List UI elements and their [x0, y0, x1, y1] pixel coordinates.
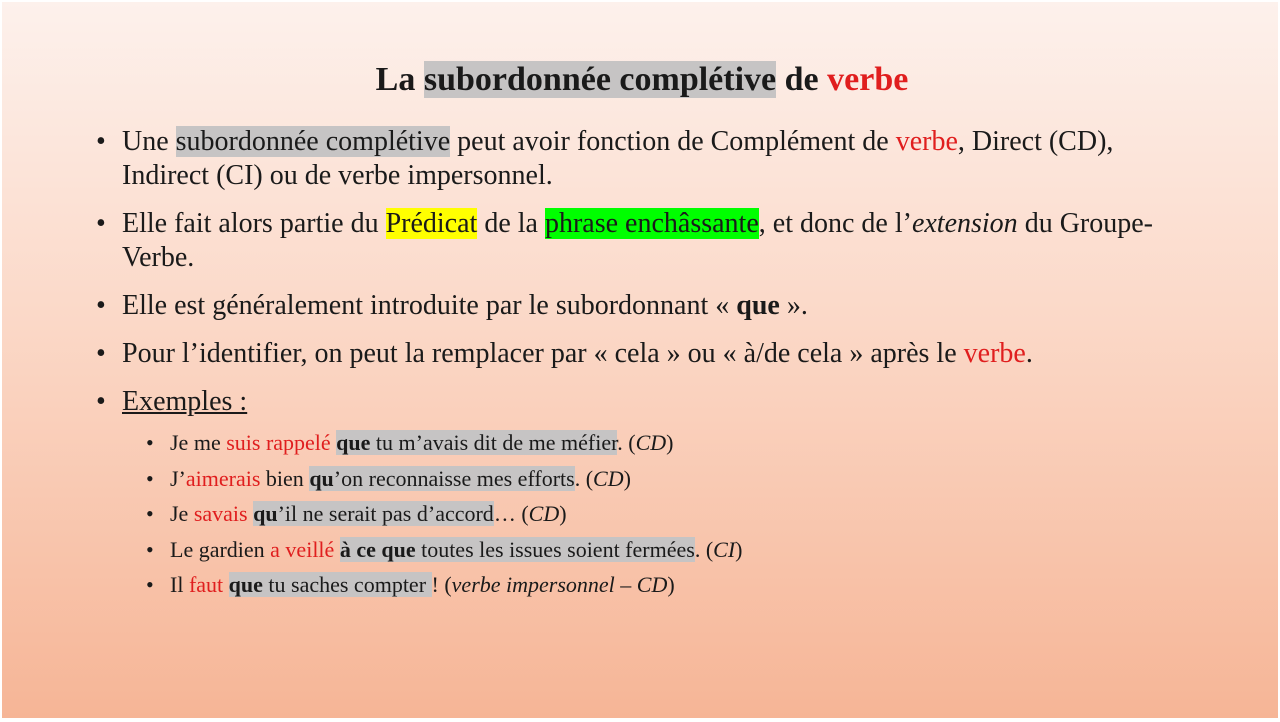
bullet-predicat: [96, 207, 1196, 275]
text: ): [623, 465, 631, 491]
text: ): [666, 430, 674, 455]
bold-word: que: [736, 290, 780, 321]
bullet-identification: [96, 337, 1196, 371]
highlight-yellow: Prédicat: [385, 208, 478, 239]
main-bullet-list: [96, 125, 1196, 617]
italic-word: extension: [911, 208, 1018, 239]
bold-conjunction: qu: [309, 465, 334, 491]
text: Une: [122, 126, 176, 157]
highlight-gray: subordonnée complétive: [175, 126, 451, 157]
text: ): [735, 536, 743, 562]
text: de la: [477, 208, 545, 239]
text: . (: [694, 536, 714, 562]
text: Il: [170, 572, 189, 597]
red-word: verbe: [895, 126, 958, 157]
bullet-definition: [96, 125, 1196, 193]
examples-heading: Exemples :: [122, 386, 248, 417]
text: Je: [170, 501, 194, 526]
text: ! (: [431, 572, 452, 597]
highlight-gray: ’on reconnaisse mes efforts: [333, 465, 575, 491]
red-verb: savais: [193, 501, 248, 526]
text: . (: [574, 465, 594, 491]
examples-list: [144, 425, 1196, 603]
title-red-word: verbe: [827, 61, 909, 98]
title-highlight-gray: subordonnée complétive: [423, 61, 777, 98]
italic-function: CD: [635, 430, 667, 455]
text: du Groupe-Verbe.: [122, 208, 1153, 273]
text: Le gardien: [170, 536, 271, 562]
italic-function: CD: [528, 501, 560, 526]
text: ): [559, 501, 567, 526]
slide-title: [2, 60, 1278, 100]
example-item: [144, 461, 1196, 497]
italic-function: CI: [713, 536, 736, 562]
text: peut avoir fonction de Complément de: [450, 126, 896, 157]
text: Je me: [170, 430, 227, 455]
bullet-examples: [96, 385, 1196, 603]
text: .: [1025, 338, 1033, 369]
bold-conjunction: qu: [253, 501, 278, 526]
text: [223, 572, 229, 597]
red-word: verbe: [963, 338, 1026, 369]
bold-conjunction: à ce que: [339, 536, 416, 562]
text: Pour l’identifier, on peut la remplacer par « cela » ou « à/de cela » après le: [122, 338, 964, 369]
slide: [2, 2, 1278, 718]
bold-conjunction: que: [336, 430, 371, 455]
highlight-gray: ’il ne serait pas d’accord: [277, 501, 494, 526]
highlight-green: phrase enchâssante: [544, 208, 759, 239]
text: Elle fait alors partie du: [122, 208, 386, 239]
title-part: de: [776, 61, 828, 98]
red-verb: a veillé: [270, 536, 335, 562]
red-verb: aimerais: [185, 465, 261, 491]
red-verb: faut: [188, 572, 224, 597]
text: bien: [260, 465, 310, 491]
text: . (: [617, 430, 636, 455]
example-item: [144, 496, 1196, 532]
highlight-gray: tu saches compter: [262, 572, 432, 597]
example-item: [144, 425, 1196, 461]
italic-function: verbe impersonnel – CD: [451, 572, 668, 597]
red-verb: suis rappelé: [226, 430, 331, 455]
text: [334, 537, 340, 562]
text: ».: [779, 290, 808, 321]
bold-conjunction: que: [228, 572, 263, 597]
example-item: [144, 532, 1196, 568]
bullet-introduction: [96, 289, 1196, 323]
highlight-gray: toutes les issues soient fermées: [415, 536, 695, 562]
highlight-gray: tu m’avais dit de me méfier: [370, 430, 618, 455]
example-item: [144, 567, 1196, 603]
text: Elle est généralement introduite par le subordonnant «: [122, 290, 737, 321]
text: ): [667, 572, 675, 597]
text: J’: [170, 465, 186, 491]
text: , Direct (CD), Indirect (CI) ou de verbe impersonnel.: [122, 126, 1114, 191]
text: , et donc de l’: [758, 208, 912, 239]
italic-function: CD: [593, 465, 624, 491]
title-part: La: [375, 61, 424, 98]
text: … (: [493, 501, 529, 526]
